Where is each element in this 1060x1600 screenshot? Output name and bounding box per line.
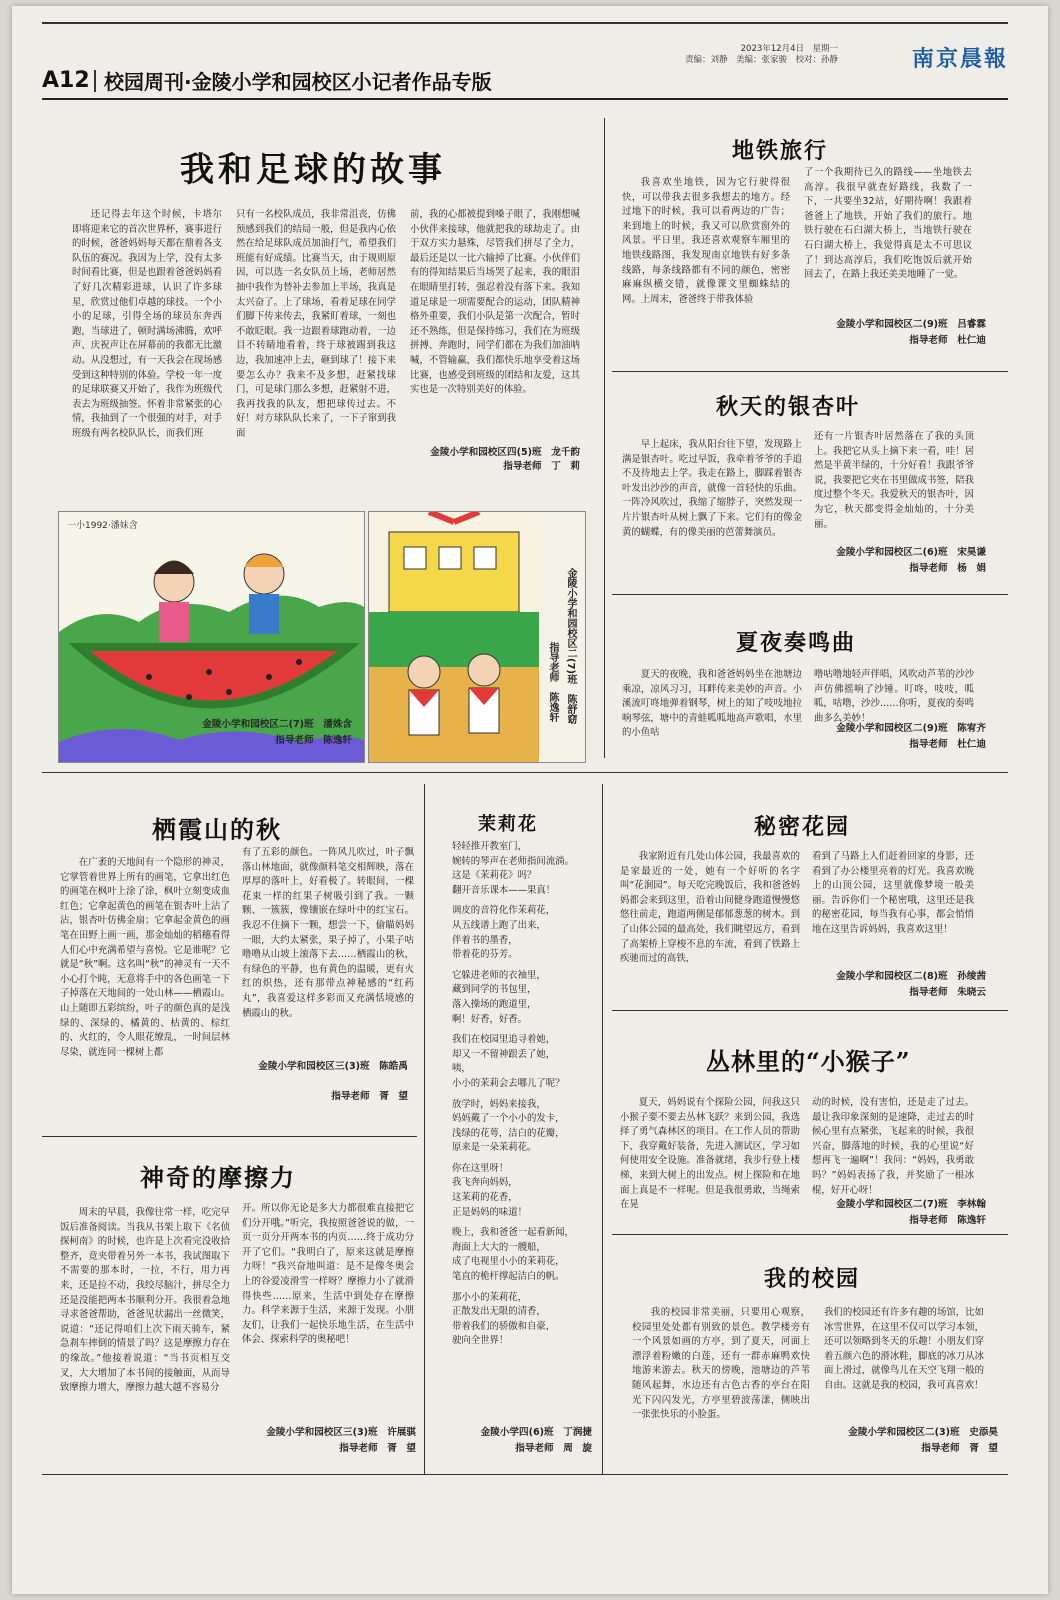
drawing-signature: 一小1992·潘妹含 xyxy=(67,521,138,531)
article-body-campus-col1: 我的校园非常美丽，只要用心观察，校园里处处都有别致的景色。教学楼旁有一个风景如画的方亭，到了夏天，河面上漂浮着粉嫩的白莲，还有一群赤麻鸭欢快地游来游去。秋天的傍晚，池塘边的芦苇随风起舞，水边还有古色古香的亭台在阳光下闪闪发光，方亭里碧波荡漾，侧映出一张张快乐的小脸蛋。 xyxy=(632,1307,810,1421)
poem-line: 小小的茉莉会去哪儿了呢？ xyxy=(452,1077,565,1089)
poem-line: 它躲进老师的衣袖里， xyxy=(452,969,546,981)
article-body-summer-col1: 夏天的夜晚，我和爸爸妈妈坐在池塘边乘凉，凉风习习，耳畔传来美妙的声音。小溪流叮咚地弹着钢琴，树上的知了吱吱地拉响琴弦，塘中的青蛙呱呱地高声歌唱，水里的小鱼咕 xyxy=(622,669,802,739)
child-drawing-watermelon xyxy=(58,511,365,763)
masthead-logo: 南京晨報 xyxy=(911,46,1008,72)
teacher-byline-monkey: 指导老师 陈逸轩 xyxy=(909,1215,986,1226)
drawing-teacher-right-text: 指导老师 陈逸轩 xyxy=(547,642,558,722)
author-byline-summer: 金陵小学和园校区二(9)班 陈宥齐 xyxy=(836,723,986,734)
poem-line: 这茉莉的花香， xyxy=(452,1192,518,1204)
article-title-metro: 地铁旅行 xyxy=(732,138,829,164)
bottom-rule xyxy=(42,1474,1008,1475)
article-body-garden-col2: 看到了马路上人们赶着回家的身影，还看到了办公楼里亮着的灯光。我喜欢晚上的山顶公园，这里就像梦境一般美丽。告诉你们一个秘密哦，这里还是我的秘密花园，每当我有心事，都会悄悄地在这里告诉妈妈，我喜欢这里！ xyxy=(812,851,974,935)
article-title-campus: 我的校园 xyxy=(764,1266,861,1292)
poem-line: 婉转的琴声在老师指间流淌。 xyxy=(452,855,574,867)
article-body-monkey-col1: 夏天，妈妈说有个探险公园，问我这只小猴子要不要去丛林飞跃？来到公园，我选择了勇气森林区的项目。在工作人员的帮助下，我穿戴好装备，先进入测试区，学习如何使用安全设施。准备就绪，我步行登上楼梯，来到大树上的出发点。树上探险和在地面上真是不一样呢。但是我很勇敢，当绳索在晃 xyxy=(620,1097,800,1211)
classroom-illustration xyxy=(369,512,539,762)
poem-line: 从五线谱上跑了出来， xyxy=(452,919,546,931)
drawing-byline-right-text: 金陵小学和园校区二(7)班 陈舒窈 xyxy=(565,568,576,725)
author-byline-ginkgo: 金陵小学和园校区二(6)班 宋昊谦 xyxy=(836,547,986,558)
poem-line: 你在这里呀！ xyxy=(452,1162,509,1174)
newspaper-page xyxy=(12,6,1048,1594)
child-drawing-classroom xyxy=(368,511,586,763)
section-rule xyxy=(42,1136,417,1137)
section-rule xyxy=(612,371,1008,372)
section-rule xyxy=(612,1234,1008,1235)
poem-line: 晚上，我和爸爸一起看新闻， xyxy=(452,1227,574,1239)
teacher-byline-garden: 指导老师 朱晓云 xyxy=(909,987,986,998)
teacher-byline-football: 指导老师 丁 莉 xyxy=(503,461,580,472)
article-body-garden-col1: 我家附近有几处山体公园，我最喜欢的是家最近的一处，她有一个好听的名字叫“花涧园”。每天吃完晚饭后，我和爸爸妈妈都会来到这里，沿着山间健身跑道慢慢悠悠往前走，跑道两侧是郁郁葱葱的树木。到了山体公园的最高处，我们眺望远方，看到了高架桥上穿梭不息的车流，看到了铁路上疾驰而过的高铁， xyxy=(620,851,800,965)
poem-line: 我们在校园里追寻着她， xyxy=(452,1034,556,1046)
article-title-ginkgo: 秋天的银杏叶 xyxy=(716,394,861,420)
teacher-byline-metro: 指导老师 杜仁迪 xyxy=(909,335,986,346)
author-byline-garden: 金陵小学和园校区二(8)班 孙绫茜 xyxy=(836,971,986,982)
column-rule xyxy=(602,784,603,1474)
article-body-qixia-col1: 在广袤的天地间有一个隐形的神灵，它掌管着世界上所有的画笔，它拿出红色的画笔在枫叶上涂了涂，枫叶立刻变成血红色；它拿起黄色的画笔在银杏叶上沾了沾，银杏叶仿佛金扇；它拿起金黄色的画笔在田野上画一画，那金灿灿的稻穗看得人们心中充满希望与喜悦。它是谁呢？它就是“秋”啊。这名叫“秋”的神灵有一天不小心打个盹，无意将手中的各色画笔一下子掉落在天地间的一处山林——栖霞山。山上随即五彩缤纷，叶子的颜色真的是浅绿的、深绿的、橘黄的、枯黄的、棕红的、火红的，令人眼花缭乱，一时间层林尽染，就连同一棵树上都 xyxy=(60,857,230,1058)
article-title-football: 我和足球的故事 xyxy=(180,150,446,190)
drawing-teacher-left: 指导老师 陈逸轩 xyxy=(275,735,352,746)
author-byline-qixia: 金陵小学和园校区三(3)班 陈皓禹 xyxy=(258,1061,408,1072)
article-body-football-col3: 前，我的心都被提到嗓子眼了，我刚想喊小伙伴来接球，他就把我的球劫走了。由于双方实力悬殊，尽管我们拼尽了全力，最后还是以一比六输掉了比赛。小伙伴们有的得知结果后当场哭了起来，我的眼泪在眼睛里打转，强忍着没有落下来。我知道足球是一项需要配合的运动，团队精神格外重要，我们小队是第一次配合，暂时还不熟练，但是保持练习，我们在为班级拼搏、奔跑时，同学们都在为我们加油呐喊，不管输赢，我们都快乐地享受着这场比赛，也感受到班级的团结和友爱，这其实也是一次特别美好的体验。 xyxy=(410,209,580,396)
author-byline-monkey: 金陵小学和园校区二(7)班 李林翰 xyxy=(836,1199,986,1210)
staff-credits: 责编：刘静 美编：张家骏 校对：孙静 xyxy=(684,55,838,65)
article-title-summer: 夏夜奏鸣曲 xyxy=(736,630,857,656)
article-body-summer-col2: 噜咕噜地轻声伴唱，风吹动芦苇的沙沙声仿佛摇响了沙锤。叮咚，吱吱，呱呱，咕噜，沙沙……你听，夏夜的奏鸣曲多么美妙！ xyxy=(814,669,974,724)
poem-jasmine xyxy=(452,840,598,1422)
author-byline-campus: 金陵小学和园校区二(3)班 史添昊 xyxy=(848,1427,998,1438)
poem-line: 妈妈戴了一个小小的发卡， xyxy=(452,1113,565,1125)
article-body-football-col2: 只有一名校队成员，我非常沮丧，仿佛预感到我们的结局一般，但是我内心依然在给足球队成员加油打气，希望我们班能有好成绩。比赛当天，由于规则原因，可以选一名女队员上场，老师居然抽中我作为替补去参加上半场，我真是太兴奋了。上了球场，看着足球在同学们脚下传来传去，我紧盯着球，一刻也不敢眨眼。我一边跟着球跑动着，一边目不转睛地看着，终于球被踢到我这边，我加速冲上去，砸到球了！接下来要怎么办？我来不及多想，赶紧找球门，可是球门那么多想，赶紧射不进，我再找我的队友，想把球传过去。不好！对方球队队长来了，一下子窜到我面 xyxy=(236,209,396,439)
author-byline-friction: 金陵小学和园校区三(3)班 许展骐 xyxy=(266,1427,416,1438)
article-body-campus-col2: 我们的校园还有许多有趣的场馆，比如冰雪世界，在这里不仅可以学习本领，还可以领略到冬天的乐趣！小朋友们穿着五颜六色的滑冰鞋，脚底的冰刀从冰面上滑过，就像鸟儿在天空飞翔一般的自由。这就是我的校园，我可真喜欢！ xyxy=(824,1307,984,1391)
article-body-qixia-col2: 有了五彩的颜色。一阵风儿吹过，叶子飘落山林地面，就像颜料笔交相辉映，落在厚厚的落叶上，好看极了。转眼间，一棵花束一样的红果子树吸引到了我。一颗颗、一簇簇，像镶嵌在绿叶中的红宝石。我忍不住摘下一颗，想尝一下，偷瞄妈妈一眼，大约太紧张，果子掉了，小果子咕噜噜从山坡上滚落下去……栖霞山的秋，有绿色的平静，也有黄色的温暖，更有火红的炽热，还有那带点神秘感的“红药丸”，我喜爱这样多彩而又充满恬境感的栖霞山的秋。 xyxy=(242,847,414,1019)
teacher-byline-summer: 指导老师 杜仁迪 xyxy=(909,739,986,750)
article-body-football-col1: 还记得去年这个时候，卡塔尔即将迎来它的首次世界杯，赛事进行的时候，爸爸妈妈每天都在鼎着各支队伍的赛况。我因为上学，没有太多时间看比赛，但是也跟着爸爸妈妈看了好几次精彩进球，认识了许多球星，欣赏过他们卓越的球技。一个小小的足球，引得全场的球员东奔西跑，当球进了，顿时满场沸腾，欢呼声、庆祝声让在屏幕前的我都无比激动。从没想过，有一天我会在现场感受到这种特别的体验。学校一年一度的足球联赛又开始了，我作为班级代表去为班级抽签。怀着非常紧张的心情，我抽到了一个很强的对手，对手班级有两名校队队长，而我们班 xyxy=(72,209,222,439)
teacher-byline-qixia: 指导老师 胥 望 xyxy=(331,1091,408,1102)
poem-line: 正是妈妈的味道！ xyxy=(452,1206,528,1218)
poem-line: 浅绿的花萼，洁白的花瓣， xyxy=(452,1127,565,1139)
poem-line: 轻轻推开教室门， xyxy=(452,841,528,852)
article-body-friction-col2: 开。所以你无论是多大力都很难直接把它们分开哦。”听完，我按照爸爸说的做，一页一页分开两本书的内页……终于成功分开了它们。“我明白了，原来这就是摩擦力呀！”我兴奋地叫道：是不是像冬奥会上的谷爱凌滑雪一样呀？摩擦力小了就滑得快些……原来，生活中到处存在摩擦力。科学来源于生活，来源于发现。小朋友们，让我们一起快乐地生活，在生活中体会、探索科学的奥秘吧！ xyxy=(242,1203,414,1346)
author-byline-jasmine: 金陵小学四(6)班 丁润捷 xyxy=(480,1427,592,1438)
poem-line: 我飞奔向妈妈， xyxy=(452,1177,518,1189)
poem-line: 啊！好香，好香。 xyxy=(452,1013,528,1025)
poem-line: 翻开音乐课本——果真！ xyxy=(452,884,556,896)
poem-line: 咦， xyxy=(452,1063,471,1075)
poem-line: 藏到同学的书包里， xyxy=(452,984,537,996)
poem-line: 却又一不留神跟丢了她， xyxy=(452,1048,556,1060)
poem-line: 那小小的茉莉花， xyxy=(452,1291,528,1303)
page-number: A12 xyxy=(42,68,90,93)
poem-line: 落入操场的跑道里， xyxy=(452,998,537,1010)
article-title-qixia: 栖霞山的秋 xyxy=(152,815,282,844)
article-body-ginkgo-col2: 还有一片银杏叶居然落在了我的头顶上。我把它从头上摘下来一看，哇！居然是半黄半绿的，十分好看！我跟爷爷说，我要把它夹在书里做成书签，陪我度过整个冬天。我爱秋天的银杏叶，因为它，秋天都变得金灿灿的，十分美丽。 xyxy=(814,431,974,530)
article-body-friction-col1: 周末的早晨，我像往常一样，吃完早饭后准备阅读。当我从书架上取下《名侦探柯南》的时候，也许是上次看完没收拾整齐，竟夹带着另外一本书，我试图取下不需要的那本时，一拉，不行，用力再来，还是拉不动，我绞尽脑汁，拼尽全力还是没能把两本书顺利分开。我很着急地寻求爸爸帮助，爸爸见状漏出一丝微笑，说道：“还记得咱们上次下雨天骑车，紧急刹车摔倒的情景了吗？这是摩擦力存在的缘故。”他接着说道：“当书页相互交叉，大大增加了本书间的接触面，从而导致摩擦力增大，摩擦力越大越不容易分 xyxy=(60,1207,230,1394)
article-title-jasmine: 茉莉花 xyxy=(478,814,538,835)
article-body-metro-col2: 了一个我期待已久的路线——坐地铁去高淳。我很早就查好路线，我数了一下，一共要坐32站，好期待啊！我跟着爸爸上了地铁，开始了我们的旅行。地铁行驶在石臼湖大桥上，当地铁行驶在石臼湖大桥上，我觉得真是太不可思议了！到达高淳后，我们吃饱饭后就开始回去了，在路上我还美美地睡了一觉。 xyxy=(804,167,972,281)
editor-credits xyxy=(685,44,838,66)
article-title-garden: 秘密花园 xyxy=(754,814,851,840)
page-header xyxy=(42,44,1008,100)
poem-line: 调皮的音符化作茉莉花， xyxy=(452,905,556,917)
poem-line: 带着花的芬芳。 xyxy=(452,949,518,961)
article-title-monkey: 丛林里的“小猴子” xyxy=(706,1047,911,1076)
drawing-teacher-right xyxy=(545,642,559,762)
article-title-friction: 神奇的摩擦力 xyxy=(140,1163,296,1192)
author-byline-football: 金陵小学和园校区四(5)班 龙千韵 xyxy=(430,447,580,458)
poem-line: 伴着书的墨香， xyxy=(452,934,518,946)
section-rule xyxy=(42,772,1008,773)
poem-line: 成了电视里小小的茉莉花， xyxy=(452,1256,565,1268)
column-rule xyxy=(604,118,605,758)
poem-line: 带着我们的骄傲和自豪， xyxy=(452,1320,556,1332)
author-byline-metro: 金陵小学和园校区二(9)班 吕睿霖 xyxy=(836,319,986,330)
section-rule xyxy=(612,594,1008,595)
article-body-ginkgo-col1: 早上起床，我从阳台往下望，发现路上满是银杏叶。吃过早饭，我牵着爷爷的手追不及待地去上学。我走在路上，脚踩着银杏叶发出沙沙的声音，就像一首轻快的乐曲。一阵冷风吹过，我缩了缩脖子，突然发现一片片银杏叶从树上飘了下来。它们有的像金黄的蝴蝶，有的像美丽的芭蕾舞演员。 xyxy=(622,439,802,538)
header-divider xyxy=(94,70,96,92)
teacher-byline-campus: 指导老师 胥 望 xyxy=(921,1443,998,1454)
teacher-byline-jasmine: 指导老师 周 旋 xyxy=(515,1443,592,1454)
poem-line: 驶向全世界！ xyxy=(452,1335,509,1347)
poem-line: 这是《茉莉花》吗？ xyxy=(452,870,537,882)
drawing-byline-left: 金陵小学和园校区二(7)班 潘姝含 xyxy=(202,719,352,730)
article-body-monkey-col2: 动的时候，没有害怕，还是走了过去。最让我印象深刻的是速降，走过去的时候心里有点紧张，飞起来的时候，我很兴奋，脚落地的时候，我的心里说“好想再飞一遍啊”！我问：“妈妈，我勇敢吗？”妈妈表扬了我，并奖励了一根冰棍，好开心呀！ xyxy=(812,1097,974,1196)
section-rule xyxy=(612,1010,1008,1011)
issue-date: 2023年12月4日 星期一 xyxy=(740,44,838,54)
article-body-metro-col1: 我喜欢坐地铁，因为它行驶得很快，可以带我去很多我想去的地方。经过地下的时候，我可以看两边的广告；来到地上的时候，我又可以欣赏窗外的风景。平日里，我还喜欢观察车厢里的地铁线路图，我发现南京地铁有好多条线路，每条线路都有不同的颜色，密密麻麻纵横交错，就像课文里蜘蛛结的网。上周末，爸爸终于带我体验 xyxy=(622,177,790,305)
teacher-byline-friction: 指导老师 胥 望 xyxy=(339,1443,416,1454)
poem-line: 放学时，妈妈来接我， xyxy=(452,1098,546,1110)
drawing-byline-right xyxy=(563,568,577,758)
poem-line: 正散发出无限的清香， xyxy=(452,1306,546,1318)
poem-line: 原来是一朵茉莉花。 xyxy=(452,1142,537,1154)
poem-line: 笔直的桅杆撑起洁白的帆。 xyxy=(452,1271,565,1283)
section-title: 校园周刊·金陵小学和园校区小记者作品专版 xyxy=(104,70,492,94)
teacher-byline-ginkgo: 指导老师 杨 娟 xyxy=(909,563,986,574)
column-rule xyxy=(424,784,425,1474)
top-rule xyxy=(42,22,1008,24)
poem-line: 海面上大大的一艘船， xyxy=(452,1241,546,1253)
